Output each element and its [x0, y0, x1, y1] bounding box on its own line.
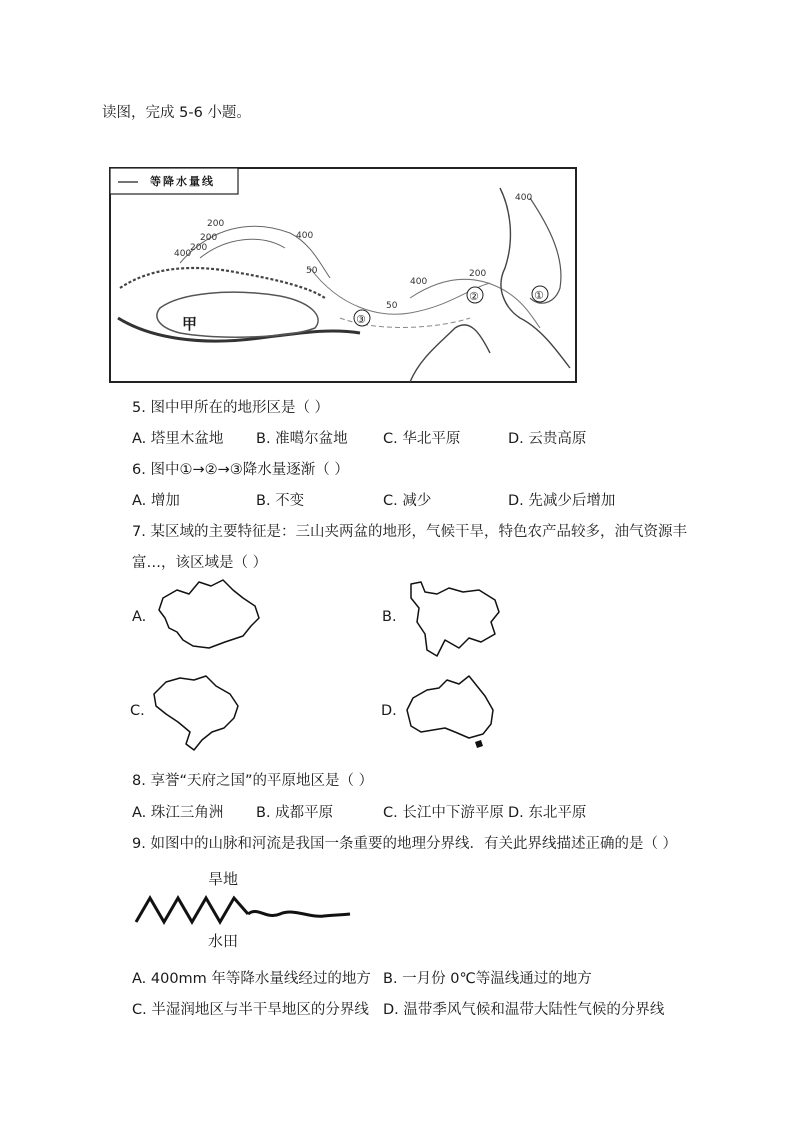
q7-option-a-letter: A. — [132, 609, 147, 625]
q6-option-d: D. 先减少后增加 — [508, 493, 616, 509]
q9-figure-dry-land: 旱地 — [208, 870, 239, 888]
contour-label: 400 — [410, 277, 428, 287]
q6-stem: 6. 图中①→②→③降水量逐渐（ ） — [132, 462, 349, 478]
sichuan-outline-icon — [403, 578, 503, 658]
intro-text: 读图，完成 5-6 小题。 — [102, 105, 251, 121]
q7-option-c-letter: C. — [130, 703, 145, 719]
q5-option-c: C. 华北平原 — [383, 431, 461, 447]
q9-option-b: B. 一月份 0℃等温线通过的地方 — [383, 971, 592, 987]
q5-option-a: A. 塔里木盆地 — [132, 431, 224, 447]
q5-option-b: B. 准噶尔盆地 — [256, 431, 348, 447]
contour-label: 200 — [207, 219, 225, 229]
marker-1: ① — [534, 289, 544, 302]
q9-option-c: C. 半湿润地区与半干旱地区的分界线 — [132, 1002, 369, 1018]
mountain-river-boundary-figure — [134, 892, 354, 926]
q7-option-d-letter: D. — [381, 703, 397, 719]
brazil-outline-icon — [150, 672, 242, 752]
contour-label: 50 — [386, 301, 398, 311]
q9-figure-paddy-field: 水田 — [208, 932, 239, 950]
q7-option-b-letter: B. — [382, 609, 397, 625]
q8-option-b: B. 成都平原 — [256, 805, 334, 821]
marker-2: ② — [469, 290, 479, 303]
contour-label: 50 — [306, 266, 318, 276]
marker-3: ③ — [356, 313, 366, 326]
australia-outline-icon — [403, 672, 498, 752]
map-legend: 等降水量线 — [150, 175, 215, 188]
q7-stem-line1: 7. 某区域的主要特征是：三山夹两盆的地形，气候干旱，特色农产品较多，油气资源丰 — [132, 524, 687, 540]
q8-option-a: A. 珠江三角洲 — [132, 805, 224, 821]
contour-label: 200 — [190, 243, 208, 253]
q9-option-a: A. 400mm 年等降水量线经过的地方 — [132, 971, 371, 987]
q6-option-c: C. 减少 — [383, 493, 432, 509]
q5-stem: 5. 图中甲所在的地形区是（ ） — [132, 400, 330, 416]
contour-label: 400 — [296, 231, 314, 241]
q5-option-d: D. 云贵高原 — [508, 431, 587, 447]
xinjiang-outline-icon — [155, 576, 265, 654]
contour-label: 200 — [200, 233, 218, 243]
q7-stem-line2: 富…，该区域是（ ） — [132, 555, 268, 571]
precipitation-map — [110, 168, 576, 382]
q8-option-c: C. 长江中下游平原 — [383, 805, 504, 821]
q9-stem: 9. 如图中的山脉和河流是我国一条重要的地理分界线．有关此界线描述正确的是（ ） — [132, 836, 678, 852]
q6-option-b: B. 不变 — [256, 493, 305, 509]
contour-label: 400 — [174, 249, 192, 259]
map-region-label: 甲 — [182, 315, 198, 333]
q8-stem: 8. 享誉“天府之国”的平原地区是（ ） — [132, 773, 374, 789]
q8-option-d: D. 东北平原 — [508, 805, 587, 821]
q6-option-a: A. 增加 — [132, 493, 180, 509]
q9-option-d: D. 温带季风气候和温带大陆性气候的分界线 — [383, 1002, 665, 1018]
contour-label: 400 — [515, 193, 533, 203]
contour-label: 200 — [469, 269, 487, 279]
